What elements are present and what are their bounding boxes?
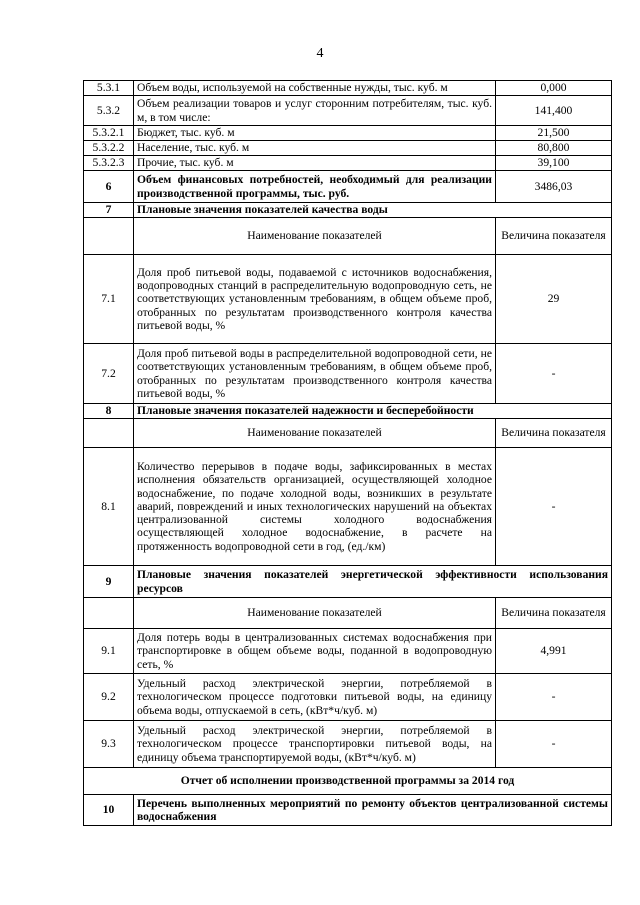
row-text: Объем финансовых потребностей, необходимый для реализации производственной программы, тыс. руб. [134,171,496,203]
row-value: 3486,03 [496,171,612,203]
table-row [84,141,612,156]
row-value: 4,991 [496,629,612,674]
row-number: 5.3.2.2 [84,141,134,156]
row-value: - [496,344,612,404]
row-value: 29 [496,255,612,344]
indicator-name-header: Наименование показателей [134,598,496,629]
section-number: 7 [84,203,134,218]
blank-cell [84,419,134,448]
section-title: Плановые значения показателей энергетической эффективности использования ресурсов [134,566,612,598]
indicator-value-header: Величина показателя [496,598,612,629]
row-text: Объем реализации товаров и услуг сторонним потребителям, тыс. куб. м, в том числе: [134,96,496,126]
row-number: 9.3 [84,721,134,768]
row-text: Удельный расход электрической энергии, потребляемой в технологическом процессе транспортировки питьевой воды, на единицу объема транспортируемой воды, (кВт*ч/куб. м) [134,721,496,768]
row-number: 5.3.2 [84,96,134,126]
section-number: 8 [84,404,134,419]
section-number: 10 [84,795,134,826]
row-number: 8.1 [84,448,134,566]
row-number: 5.3.1 [84,81,134,96]
report-header-row [84,768,612,795]
section-title: Перечень выполненных мероприятий по ремонту объектов централизованной системы водоснабжения [134,795,612,826]
table-row [84,81,612,96]
row-value: - [496,721,612,768]
table-row [84,629,612,674]
table-row [84,448,612,566]
column-header-row [84,218,612,255]
section-title: Плановые значения показателей качества воды [134,203,612,218]
table-row [84,171,612,203]
table-row [84,126,612,141]
table-row [84,96,612,126]
row-text: Количество перерывов в подаче воды, зафиксированных в местах исполнения обязательств организацией, осуществляющей холодное водоснабжение, по подаче холодной воды, возникших в результате аварий, повреждений и иных технологических нарушений на объектах централизованной системы холодного водоснабжения осуществляющей холодное водоснабжение, в расчете на протяженность водопроводной сети в год, (ед./км) [134,448,496,566]
row-text: Доля потерь воды в централизованных системах водоснабжения при транспортировке в общем объеме воды, поданной в водопроводную сеть, % [134,629,496,674]
row-text: Население, тыс. куб. м [134,141,496,156]
row-value: 0,000 [496,81,612,96]
row-value: 80,800 [496,141,612,156]
row-value: 39,100 [496,156,612,171]
row-text: Доля проб питьевой воды в распределительной водопроводной сети, не соответствующих установленным требованиям, в общем объеме проб, отобранных по результатам производственного контроля качества питьевой воды, % [134,344,496,404]
row-text: Прочие, тыс. куб. м [134,156,496,171]
section-header-row [84,795,612,826]
row-text: Доля проб питьевой воды, подаваемой с источников водоснабжения, водопроводных станций в распределительную водопроводную сеть, не соответствующих установленным требованиям, в общем объеме проб, отобранных по результатам производственного контроля качества питьевой воды, % [134,255,496,344]
table-row [84,721,612,768]
row-number: 5.3.2.3 [84,156,134,171]
row-text: Удельный расход электрической энергии, потребляемой в технологическом процессе подготовки питьевой воды, на единицу объема воды, отпускаемой в сеть, (кВт*ч/куб. м) [134,674,496,721]
table-row [84,344,612,404]
column-header-row [84,419,612,448]
row-number: 9.1 [84,629,134,674]
indicator-name-header: Наименование показателей [134,218,496,255]
row-value: 141,400 [496,96,612,126]
table-row [84,255,612,344]
program-table [83,80,612,826]
column-header-row [84,598,612,629]
table-row [84,156,612,171]
row-text: Бюджет, тыс. куб. м [134,126,496,141]
row-number: 7.1 [84,255,134,344]
row-value: 21,500 [496,126,612,141]
row-value: - [496,674,612,721]
blank-cell [84,218,134,255]
table-row [84,674,612,721]
row-number: 7.2 [84,344,134,404]
indicator-name-header: Наименование показателей [134,419,496,448]
section-header-row [84,566,612,598]
row-number: 5.3.2.1 [84,126,134,141]
indicator-value-header: Величина показателя [496,218,612,255]
section-header-row [84,203,612,218]
indicator-value-header: Величина показателя [496,419,612,448]
report-title: Отчет об исполнении производственной программы за 2014 год [84,768,612,795]
row-number: 6 [84,171,134,203]
section-header-row [84,404,612,419]
row-value: - [496,448,612,566]
blank-cell [84,598,134,629]
section-title: Плановые значения показателей надежности и бесперебойности [134,404,612,419]
row-number: 9.2 [84,674,134,721]
page-number: 4 [316,46,324,61]
section-number: 9 [84,566,134,598]
row-text: Объем воды, используемой на собственные нужды, тыс. куб. м [134,81,496,96]
